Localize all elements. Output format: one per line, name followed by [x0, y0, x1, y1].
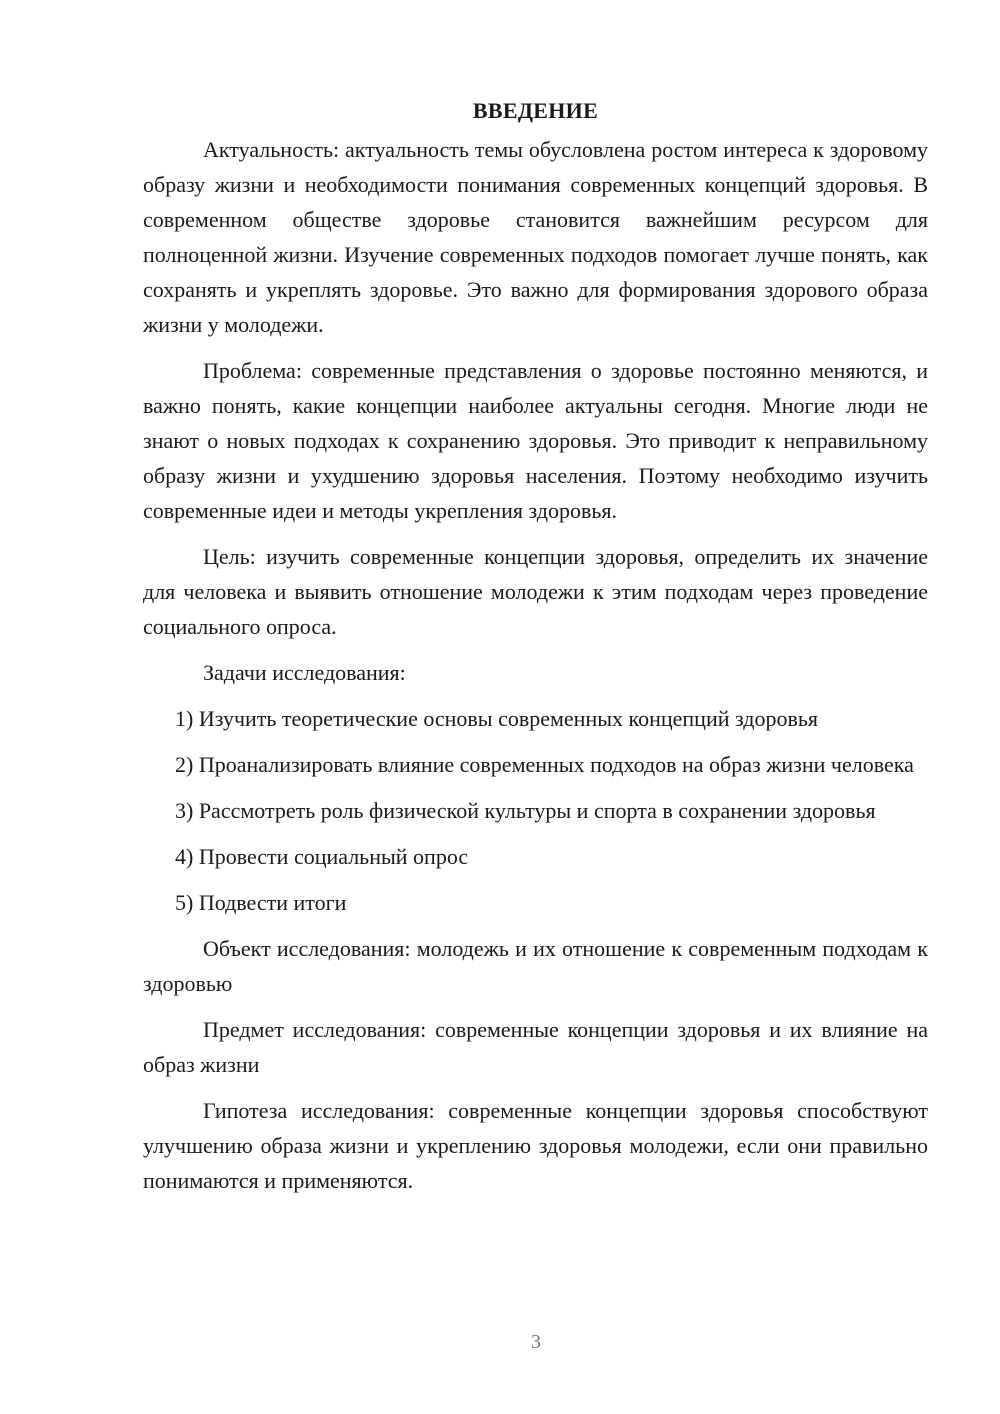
goal-paragraph: Цель: изучить современные концепции здоровья, определить их значение для человека и выявить отношение молодежи к этим подходам через проведение социального опроса. — [143, 544, 928, 639]
hypothesis-paragraph: Гипотеза исследования: современные концепции здоровья способствуют улучшению образа жизни и укреплению здоровья молодежи, если они правильно понимаются и применяются. — [143, 1098, 928, 1193]
section-title: ВВЕДЕНИЕ — [472, 98, 599, 123]
task-item-5: 5) Подвести итоги — [175, 890, 347, 915]
page-number: 3 — [531, 1331, 541, 1353]
task-item-2: 2) Проанализировать влияние современных подходов на образ жизни человека — [175, 752, 914, 777]
task-item-3: 3) Рассмотреть роль физической культуры и спорта в сохранении здоровья — [175, 798, 876, 823]
relevance-paragraph: Актуальность: актуальность темы обусловлена ростом интереса к здоровому образу жизни и необходимости понимания современных концепций здоровья. В современном обществе здоровье становится важнейшим ресурсом для полноценной жизни. Изучение современных подходов помогает лучше понять, как сохранять и укреплять здоровье. Это важно для формирования здорового образа жизни у молодежи. — [143, 137, 928, 337]
task-item-1: 1) Изучить теоретические основы современных концепций здоровья — [175, 706, 819, 731]
object-paragraph: Объект исследования: молодежь и их отношение к современным подходам к здоровью — [143, 936, 928, 996]
subject-paragraph: Предмет исследования: современные концепции здоровья и их влияние на образ жизни — [143, 1017, 928, 1077]
tasks-list — [143, 701, 928, 920]
document-page — [143, 90, 928, 1209]
tasks-heading: Задачи исследования: — [203, 660, 406, 685]
task-item-4: 4) Провести социальный опрос — [175, 844, 469, 869]
problem-paragraph: Проблема: современные представления о здоровье постоянно меняются, и важно понять, какие концепции наиболее актуальны сегодня. Многие люди не знают о новых подходах к сохранению здоровья. Это приводит к неправильному образу жизни и ухудшению здоровья населения. Поэтому необходимо изучить современные идеи и методы укрепления здоровья. — [143, 358, 928, 523]
